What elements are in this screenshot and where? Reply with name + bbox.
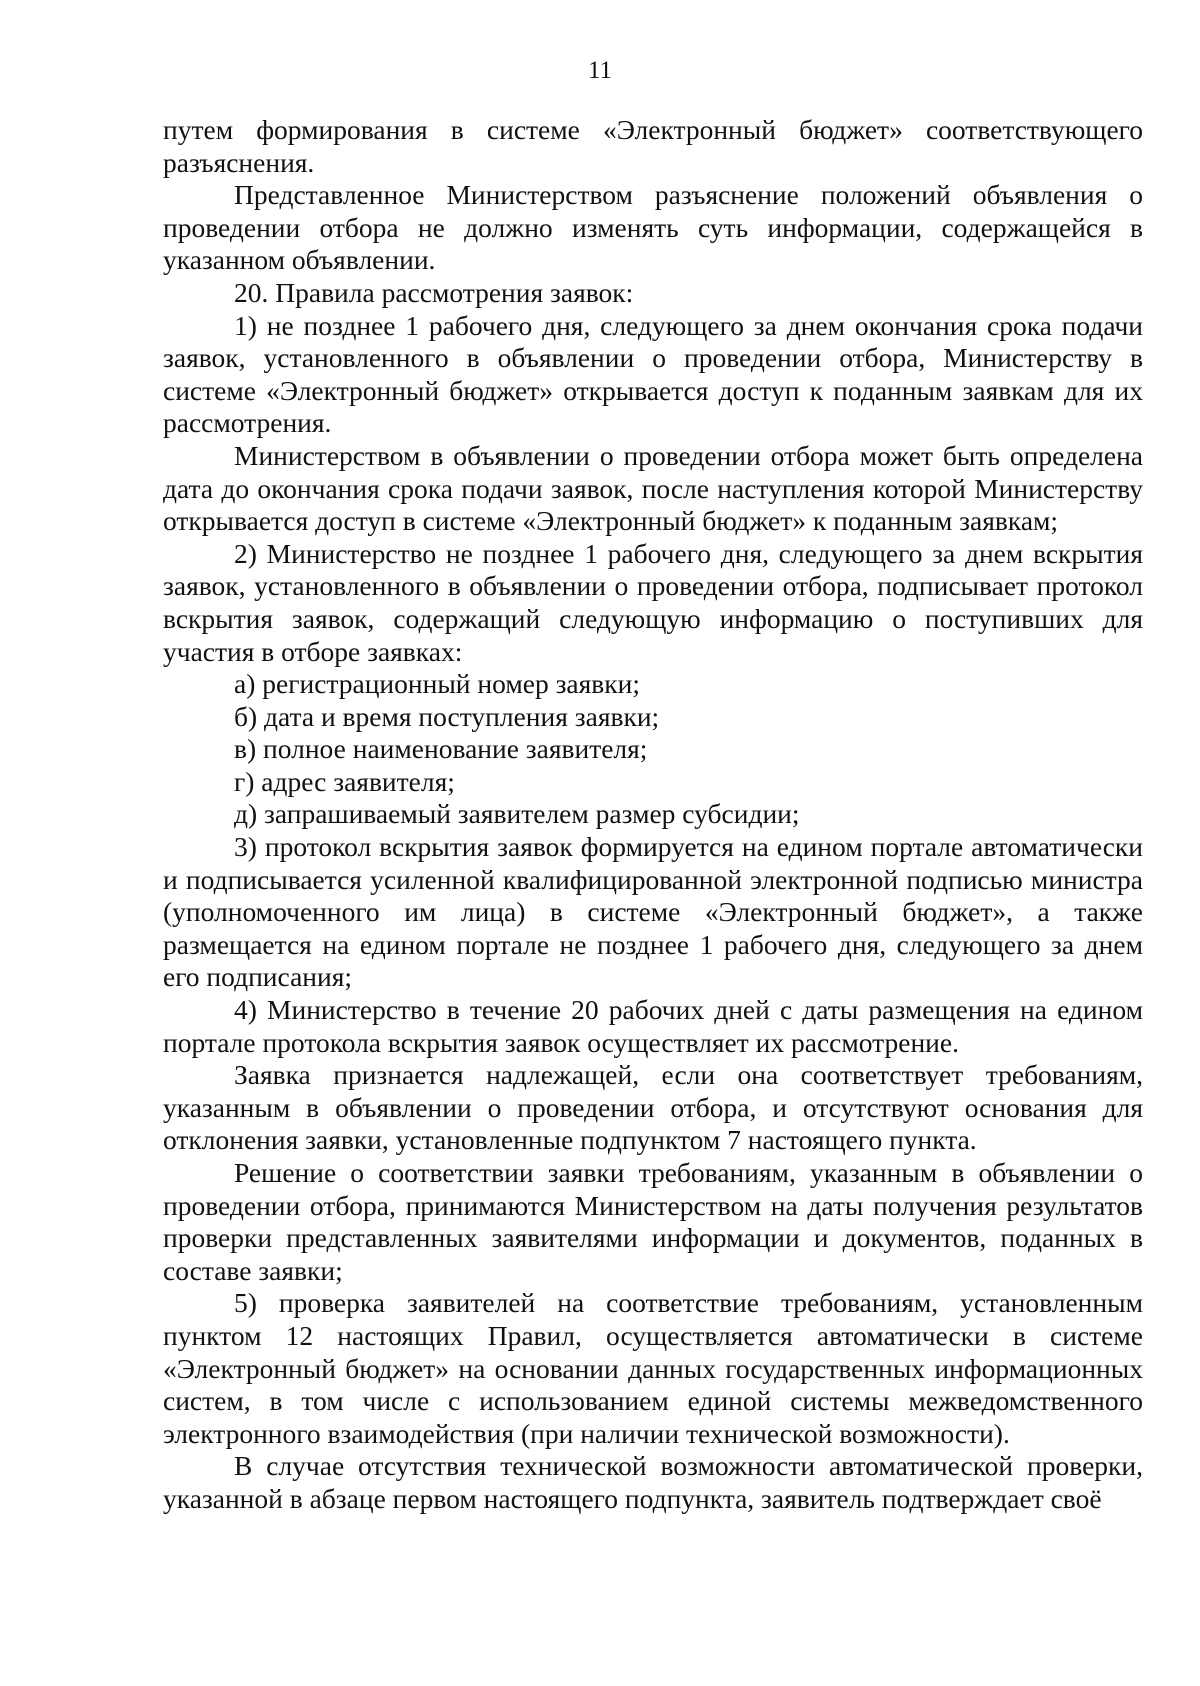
paragraph: 2) Министерство не позднее 1 рабочего дня, следующего за днем вскрытия заявок, установленного в объявлении о проведении отбора, подписывает протокол вскрытия заявок, содержащий следующую информацию о поступивших для участия в отборе заявках: bbox=[163, 537, 1143, 667]
paragraph: В случае отсутствия технической возможности автоматической проверки, указанной в абзаце первом настоящего подпункта, заявитель подтверждает своё bbox=[163, 1450, 1143, 1514]
paragraph: Министерством в объявлении о проведении отбора может быть определена дата до окончания срока подачи заявок, после наступления которой Министерству открывается доступ в системе «Электронный бюджет» к поданным заявкам; bbox=[163, 439, 1143, 537]
page-number: 11 bbox=[587, 57, 613, 84]
paragraph: путем формирования в системе «Электронный бюджет» соответствующего разъяснения. bbox=[163, 114, 1143, 178]
paragraph: 3) протокол вскрытия заявок формируется на едином портале автоматически и подписывается усиленной квалифицированной электронной подписью министра (уполномоченного им лица) в системе «Электронный бюджет», а также размещается на едином портале не позднее 1 рабочего дня, следующего за днем его подписания; bbox=[163, 831, 1143, 993]
paragraph: б) дата и время поступления заявки; bbox=[234, 700, 660, 732]
document-body bbox=[163, 114, 1143, 1516]
paragraph: Представленное Министерством разъяснение положений объявления о проведении отбора не должно изменять суть информации, содержащейся в указанном объявлении. bbox=[163, 179, 1143, 276]
paragraph: Заявка признается надлежащей, если она соответствует требованиям, указанным в объявлении о проведении отбора, и отсутствуют основания для отклонения заявки, установленные подпунктом 7 настоящего пункта. bbox=[163, 1059, 1143, 1156]
paragraph: в) полное наименование заявителя; bbox=[234, 733, 648, 765]
paragraph: а) регистрационный номер заявки; bbox=[234, 668, 640, 700]
paragraph: 20. Правила рассмотрения заявок: bbox=[234, 276, 634, 308]
paragraph: д) запрашиваемый заявителем размер субсидии; bbox=[234, 798, 800, 830]
paragraph: Решение о соответствии заявки требованиям, указанным в объявлении о проведении отбора, принимаются Министерством на даты получения результатов проверки представленных заявителями информации и документов, поданных в составе заявки; bbox=[163, 1157, 1143, 1286]
paragraph: 5) проверка заявителей на соответствие требованиям, установленным пунктом 12 настоящих Правил, осуществляется автоматически в системе «Электронный бюджет» на основании данных государственных информационных систем, в том числе с использованием единой системы межведомственного электронного взаимодействия (при наличии технической возможности). bbox=[163, 1287, 1143, 1449]
paragraph: г) адрес заявителя; bbox=[234, 765, 455, 797]
paragraph: 1) не позднее 1 рабочего дня, следующего за днем окончания срока подачи заявок, установленного в объявлении о проведении отбора, Министерству в системе «Электронный бюджет» открывается доступ к поданным заявкам для их рассмотрения. bbox=[163, 309, 1143, 439]
paragraph: 4) Министерство в течение 20 рабочих дней с даты размещения на едином портале протокола вскрытия заявок осуществляет их рассмотрение. bbox=[163, 994, 1143, 1058]
